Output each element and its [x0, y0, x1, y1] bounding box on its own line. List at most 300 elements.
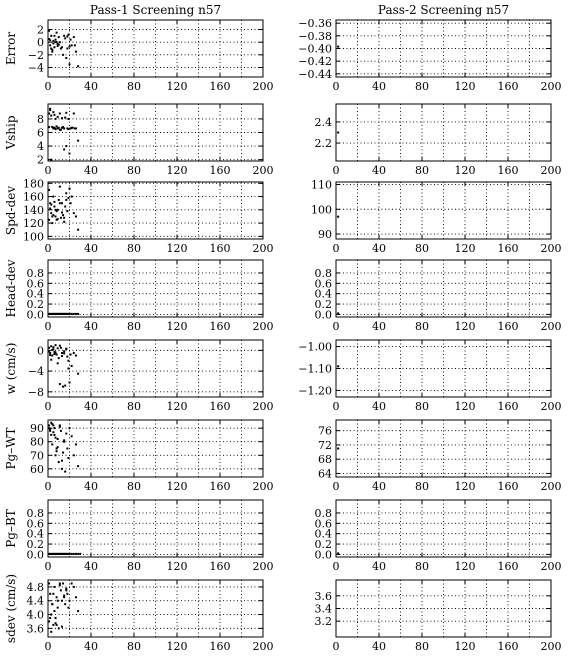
- panel-0-0: [4, 3, 274, 93]
- x-tick-label: 0: [44, 320, 52, 333]
- data-point: [67, 360, 69, 362]
- data-point: [55, 39, 57, 41]
- data-point: [51, 603, 53, 605]
- data-point: [58, 627, 60, 629]
- data-point: [62, 452, 64, 454]
- data-point: [48, 30, 50, 32]
- data-point: [65, 199, 67, 201]
- x-tick-label: 40: [84, 560, 98, 573]
- x-tick-label: 120: [454, 640, 476, 653]
- x-tick-label: 200: [540, 164, 562, 177]
- x-tick-label: 80: [127, 480, 141, 493]
- y-tick-label: 100: [23, 230, 44, 244]
- y-axis-label: Spd-dev: [4, 185, 18, 236]
- x-tick-label: 160: [209, 164, 231, 177]
- data-point: [59, 345, 61, 347]
- data-point: [67, 34, 69, 36]
- data-points: [48, 313, 79, 315]
- x-tick-label: 0: [332, 480, 340, 493]
- data-point: [61, 352, 63, 354]
- x-tick-label: 160: [497, 640, 519, 653]
- data-point: [59, 582, 61, 584]
- data-point: [63, 148, 65, 150]
- x-tick-label: 80: [127, 560, 141, 573]
- x-tick-label: 160: [209, 242, 231, 255]
- y-tick-label: −0.36: [298, 17, 332, 31]
- y-tick-label: 0.2: [26, 298, 44, 312]
- data-point: [48, 582, 50, 584]
- y-tick-label: −1.10: [298, 362, 332, 376]
- x-tick-label: 40: [84, 480, 98, 493]
- x-tick-label: 200: [540, 560, 562, 573]
- data-point: [57, 116, 59, 118]
- y-tick-label: 0.0: [314, 548, 332, 562]
- x-tick-label: 120: [166, 560, 188, 573]
- data-point: [65, 192, 67, 194]
- x-tick-label: 200: [252, 242, 274, 255]
- x-tick-label: 40: [84, 320, 98, 333]
- data-point: [57, 600, 59, 602]
- data-point: [61, 626, 63, 628]
- data-point: [51, 49, 53, 51]
- data-point: [49, 39, 51, 41]
- data-point: [71, 44, 73, 46]
- data-point: [61, 468, 63, 470]
- x-tick-label: 0: [44, 242, 52, 255]
- data-points: [48, 108, 79, 161]
- data-point: [74, 44, 76, 46]
- data-point: [67, 368, 69, 370]
- data-point: [60, 589, 62, 591]
- data-point: [50, 434, 52, 436]
- data-point: [61, 46, 63, 48]
- data-point: [57, 347, 59, 349]
- data-point: [48, 189, 50, 191]
- y-tick-label: 4.8: [26, 580, 44, 594]
- data-point: [60, 217, 62, 219]
- data-point: [61, 211, 63, 213]
- y-tick-label: 0.8: [314, 266, 332, 280]
- data-point: [58, 44, 60, 46]
- data-point: [49, 429, 51, 431]
- x-tick-label: 200: [540, 400, 562, 413]
- data-point: [59, 186, 61, 188]
- data-point: [69, 427, 71, 429]
- x-tick-label: 200: [252, 80, 274, 93]
- data-point: [64, 385, 66, 387]
- data-point: [73, 586, 75, 588]
- data-point: [69, 313, 71, 315]
- y-tick-label: 76: [318, 424, 332, 438]
- x-tick-label: 160: [209, 80, 231, 93]
- data-point: [69, 63, 71, 65]
- data-points: [48, 186, 79, 231]
- y-tick-label: 72: [318, 438, 332, 452]
- data-point: [62, 582, 64, 584]
- data-point: [50, 115, 52, 117]
- data-point: [63, 439, 65, 441]
- x-tick-label: 200: [540, 80, 562, 93]
- x-tick-label: 200: [540, 480, 562, 493]
- y-tick-label: 0.6: [26, 517, 44, 531]
- data-point: [70, 39, 72, 41]
- x-tick-label: 120: [454, 164, 476, 177]
- data-points: [337, 552, 339, 554]
- data-point: [65, 588, 67, 590]
- data-point: [337, 46, 339, 48]
- x-tick-label: 40: [372, 242, 386, 255]
- data-point: [59, 41, 61, 43]
- x-tick-label: 120: [166, 80, 188, 93]
- data-point: [67, 457, 69, 459]
- y-tick-label: 140: [23, 203, 44, 217]
- y-tick-label: 90: [318, 228, 332, 242]
- data-points: [48, 422, 79, 473]
- x-tick-label: 160: [209, 480, 231, 493]
- data-point: [73, 352, 75, 354]
- data-point: [66, 593, 68, 595]
- data-point: [48, 424, 50, 426]
- data-points: [48, 344, 79, 387]
- data-point: [50, 345, 52, 347]
- x-tick-label: 80: [415, 320, 429, 333]
- y-tick-label: 2.4: [314, 115, 332, 129]
- data-point: [51, 423, 53, 425]
- x-tick-label: 0: [44, 164, 52, 177]
- panel-5-1: [318, 420, 562, 493]
- data-point: [53, 46, 55, 48]
- data-point: [62, 214, 64, 216]
- data-point: [69, 46, 71, 48]
- y-tick-label: 0.4: [26, 287, 44, 301]
- data-point: [57, 446, 59, 448]
- data-point: [60, 430, 62, 432]
- data-point: [51, 126, 53, 128]
- data-point: [73, 113, 75, 115]
- data-point: [56, 41, 58, 43]
- panel-6-1: [315, 500, 562, 573]
- panel-0-1: [298, 3, 561, 93]
- data-point: [77, 610, 79, 612]
- y-tick-label: 0.0: [26, 308, 44, 322]
- data-point: [48, 126, 50, 128]
- data-point: [75, 596, 77, 598]
- x-tick-label: 40: [372, 640, 386, 653]
- data-point: [62, 386, 64, 388]
- x-tick-label: 80: [127, 164, 141, 177]
- data-point: [77, 140, 79, 142]
- x-tick-label: 40: [372, 80, 386, 93]
- y-tick-label: 0.8: [26, 506, 44, 520]
- data-point: [58, 36, 60, 38]
- x-tick-label: 40: [372, 164, 386, 177]
- y-axis-label: sdev (cm/s): [4, 573, 18, 644]
- data-point: [49, 44, 51, 46]
- x-tick-label: 120: [166, 640, 188, 653]
- data-point: [63, 35, 65, 37]
- data-point: [72, 127, 74, 129]
- panel-2-1: [311, 178, 562, 255]
- y-axis-label: Pg–BT: [4, 509, 18, 548]
- data-point: [57, 127, 59, 129]
- data-point: [73, 313, 75, 315]
- data-point: [53, 586, 55, 588]
- data-point: [57, 362, 59, 364]
- data-points: [337, 46, 339, 48]
- data-point: [48, 113, 50, 115]
- y-tick-label: 0.6: [26, 277, 44, 291]
- data-point: [67, 118, 69, 120]
- data-point: [59, 383, 61, 385]
- x-tick-label: 120: [454, 560, 476, 573]
- x-tick-label: 160: [497, 480, 519, 493]
- data-point: [53, 427, 55, 429]
- x-tick-label: 0: [44, 640, 52, 653]
- x-tick-label: 80: [415, 242, 429, 255]
- data-point: [59, 113, 61, 115]
- x-tick-label: 200: [540, 320, 562, 333]
- x-tick-label: 160: [497, 242, 519, 255]
- y-tick-label: 4.0: [26, 608, 44, 622]
- data-point: [55, 215, 57, 217]
- x-tick-label: 0: [332, 164, 340, 177]
- data-point: [55, 454, 57, 456]
- y-tick-label: 60: [30, 462, 44, 476]
- panel-2-0: [4, 177, 274, 255]
- data-point: [49, 354, 51, 356]
- y-tick-label: 80: [30, 435, 44, 449]
- data-point: [52, 42, 54, 44]
- y-tick-label: 0.2: [26, 538, 44, 552]
- x-tick-label: 0: [44, 480, 52, 493]
- data-point: [56, 32, 58, 34]
- data-point: [49, 617, 51, 619]
- data-point: [56, 596, 58, 598]
- x-tick-label: 0: [332, 242, 340, 255]
- x-tick-label: 40: [372, 480, 386, 493]
- x-tick-label: 160: [209, 400, 231, 413]
- x-tick-label: 200: [252, 320, 274, 333]
- y-tick-label: 0.6: [314, 517, 332, 531]
- y-tick-label: 0: [37, 344, 44, 358]
- data-point: [71, 553, 73, 555]
- x-tick-label: 120: [454, 480, 476, 493]
- data-point: [66, 210, 68, 212]
- panel-7-1: [315, 580, 562, 653]
- y-tick-label: 0.2: [314, 538, 332, 552]
- x-tick-label: 0: [332, 80, 340, 93]
- data-point: [73, 36, 75, 38]
- data-point: [50, 204, 52, 206]
- x-tick-label: 80: [415, 480, 429, 493]
- x-tick-label: 80: [127, 80, 141, 93]
- data-point: [75, 443, 77, 445]
- y-tick-label: 3.6: [26, 622, 44, 636]
- data-point: [50, 159, 52, 161]
- y-tick-label: 2: [37, 153, 44, 167]
- x-tick-label: 80: [127, 320, 141, 333]
- data-point: [75, 313, 77, 315]
- x-tick-label: 120: [454, 400, 476, 413]
- data-point: [71, 365, 73, 367]
- data-point: [77, 229, 79, 231]
- data-point: [337, 448, 339, 450]
- data-point: [50, 35, 52, 37]
- data-point: [55, 118, 57, 120]
- panel-title: Pass-1 Screening n57: [89, 3, 222, 17]
- data-points: [337, 365, 339, 367]
- data-point: [77, 553, 79, 555]
- data-point: [63, 595, 65, 597]
- y-tick-label: −0.40: [298, 42, 332, 56]
- x-tick-label: 80: [415, 164, 429, 177]
- data-point: [56, 354, 58, 356]
- y-tick-label: 6: [37, 126, 44, 140]
- data-point: [56, 624, 58, 626]
- data-point: [70, 127, 72, 129]
- data-point: [66, 48, 68, 50]
- data-point: [63, 350, 65, 352]
- data-point: [66, 356, 68, 358]
- data-point: [56, 450, 58, 452]
- panel-6-0: [4, 500, 274, 573]
- data-point: [61, 355, 63, 357]
- data-point: [73, 553, 75, 555]
- data-point: [48, 620, 50, 622]
- data-point: [75, 553, 77, 555]
- data-point: [63, 217, 65, 219]
- x-tick-label: 120: [454, 242, 476, 255]
- data-point: [53, 114, 55, 116]
- y-tick-label: −8: [27, 385, 44, 399]
- x-tick-label: 120: [166, 242, 188, 255]
- panel-1-0: [4, 104, 274, 177]
- panel-title: Pass-2 Screening n57: [377, 3, 510, 17]
- x-tick-label: 160: [497, 560, 519, 573]
- data-point: [52, 111, 54, 113]
- y-tick-label: −0.38: [298, 29, 332, 43]
- y-axis-label: Error: [4, 31, 18, 66]
- y-tick-label: 2.2: [314, 137, 332, 151]
- data-point: [67, 197, 69, 199]
- data-point: [59, 129, 61, 131]
- data-points: [337, 132, 339, 134]
- data-point: [50, 359, 52, 361]
- x-tick-label: 0: [44, 560, 52, 573]
- data-point: [58, 199, 60, 201]
- data-point: [53, 206, 55, 208]
- data-point: [51, 355, 53, 357]
- x-tick-label: 200: [252, 400, 274, 413]
- data-points: [337, 312, 339, 314]
- x-tick-label: 80: [415, 80, 429, 93]
- x-tick-label: 200: [540, 242, 562, 255]
- y-tick-label: −1.20: [298, 384, 332, 398]
- y-tick-label: 0.4: [314, 527, 332, 541]
- y-axis-label: Pg–WT: [4, 427, 18, 470]
- data-point: [64, 117, 66, 119]
- data-point: [55, 344, 57, 346]
- x-tick-label: 200: [540, 640, 562, 653]
- data-point: [59, 202, 61, 204]
- y-tick-label: 0.8: [314, 506, 332, 520]
- data-point: [53, 434, 55, 436]
- data-point: [55, 617, 57, 619]
- y-tick-label: 120: [23, 217, 44, 231]
- y-tick-label: −4: [27, 365, 44, 379]
- data-point: [59, 426, 61, 428]
- data-point: [75, 51, 77, 53]
- data-point: [50, 614, 52, 616]
- data-point: [71, 196, 73, 198]
- data-point: [63, 127, 65, 129]
- x-tick-label: 120: [166, 320, 188, 333]
- data-point: [60, 347, 62, 349]
- y-tick-label: 68: [318, 453, 332, 467]
- data-points: [337, 448, 339, 450]
- data-point: [50, 631, 52, 633]
- y-tick-label: 0.8: [26, 266, 44, 280]
- y-tick-label: −2: [27, 48, 44, 62]
- x-tick-label: 0: [332, 400, 340, 413]
- y-tick-label: 70: [30, 449, 44, 463]
- x-tick-label: 200: [252, 560, 274, 573]
- data-point: [48, 347, 50, 349]
- data-point: [49, 109, 51, 111]
- data-point: [52, 593, 54, 595]
- data-point: [64, 37, 66, 39]
- data-points: [337, 216, 339, 218]
- data-point: [59, 584, 61, 586]
- y-tick-label: 0.4: [26, 527, 44, 541]
- data-point: [70, 202, 72, 204]
- panel-1-1: [315, 104, 562, 177]
- data-point: [337, 365, 339, 367]
- data-point: [51, 215, 53, 217]
- x-tick-label: 120: [166, 164, 188, 177]
- x-tick-label: 120: [166, 400, 188, 413]
- x-tick-label: 200: [252, 164, 274, 177]
- y-tick-label: 180: [23, 177, 44, 191]
- data-point: [337, 312, 339, 314]
- y-tick-label: 3.6: [314, 589, 332, 603]
- data-point: [337, 552, 339, 554]
- data-point: [69, 381, 71, 383]
- data-point: [77, 373, 79, 375]
- data-point: [75, 215, 77, 217]
- x-tick-label: 40: [372, 320, 386, 333]
- data-point: [52, 431, 54, 433]
- data-point: [77, 465, 79, 467]
- y-tick-label: 160: [23, 190, 44, 204]
- data-point: [58, 357, 60, 359]
- data-point: [49, 208, 51, 210]
- x-tick-label: 40: [84, 80, 98, 93]
- data-point: [57, 218, 59, 220]
- data-point: [53, 127, 55, 129]
- data-point: [53, 201, 55, 203]
- panel-4-1: [298, 340, 561, 413]
- y-tick-label: 0.0: [26, 548, 44, 562]
- data-point: [69, 600, 71, 602]
- y-tick-label: −1.00: [298, 340, 332, 354]
- data-point: [57, 607, 59, 609]
- data-point: [50, 212, 52, 214]
- data-point: [65, 348, 67, 350]
- y-axis-label: Vship: [4, 115, 18, 150]
- y-tick-label: 110: [311, 178, 332, 192]
- data-point: [337, 216, 339, 218]
